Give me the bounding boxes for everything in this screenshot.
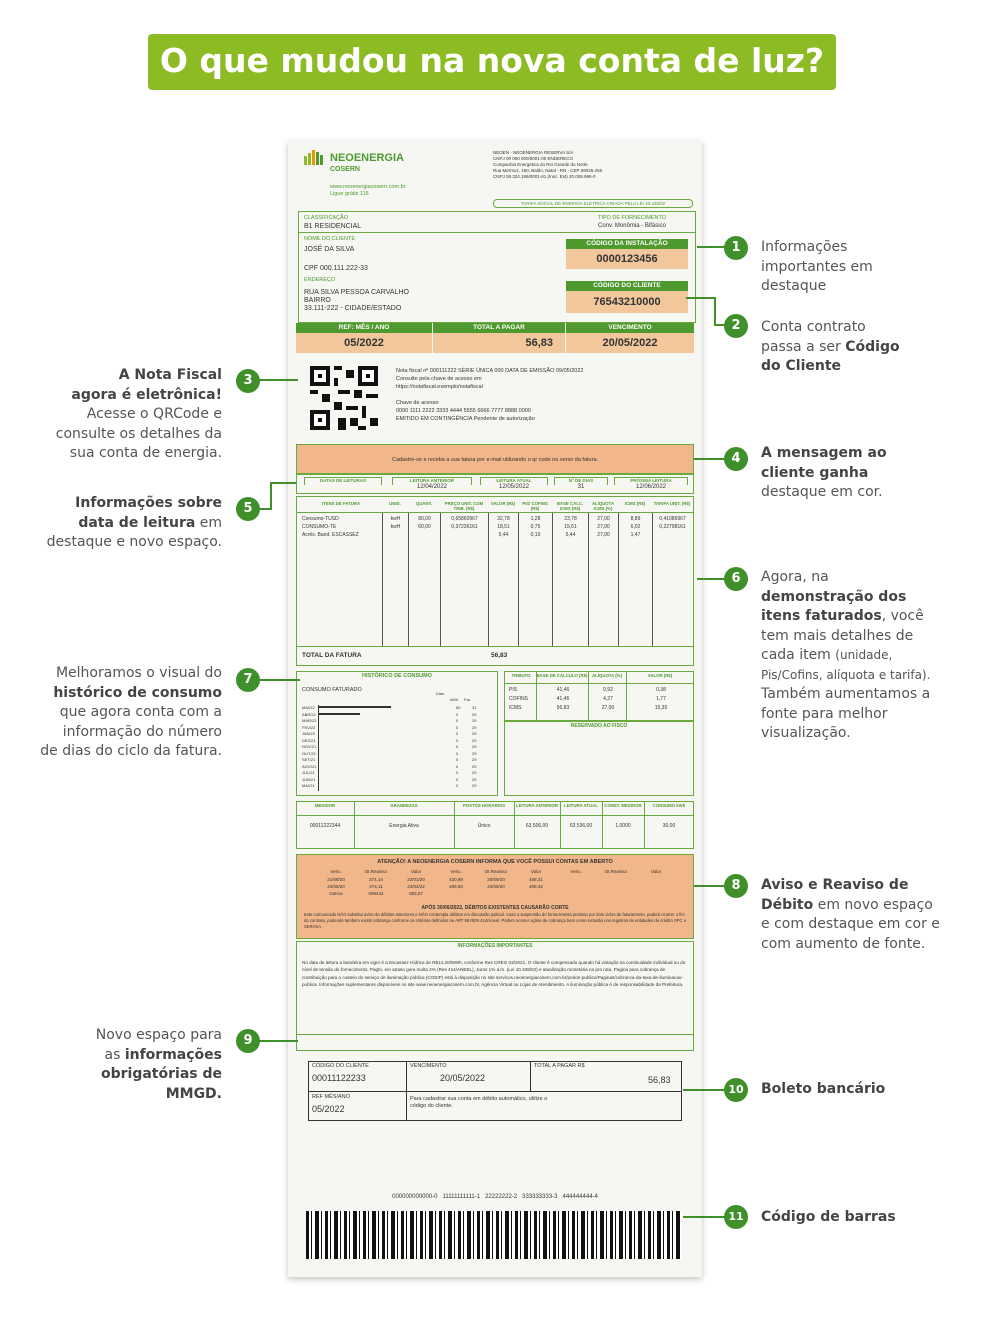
itens-header: ALÍQUOTA ICMS (%) bbox=[591, 501, 615, 511]
itens-header: BASE CALC. ICMS (R$) bbox=[556, 501, 584, 511]
consumo-faturado: CONSUMO FATURADO bbox=[302, 687, 362, 693]
total-fatura-label: TOTAL DA FATURA bbox=[302, 652, 362, 659]
marker-9: 9 bbox=[236, 1029, 260, 1053]
classificacao-label: CLASSIFICAÇÃO bbox=[304, 215, 349, 221]
tipo-fornecimento: Conv. Monômia - Bifásico bbox=[598, 223, 666, 229]
aviso-cell: 408,32 bbox=[529, 884, 543, 889]
medidor-value: 1,0000 bbox=[615, 823, 631, 829]
classificacao: B1 RESIDENCIAL bbox=[304, 223, 362, 230]
leitura-value: 12/06/2022 bbox=[635, 484, 667, 490]
aviso-cell: 993,67 bbox=[409, 891, 423, 896]
hist-month: MAI/21 bbox=[302, 783, 315, 788]
aviso-header: Dt.Reaviso bbox=[484, 869, 507, 874]
hist-month: AGO/21 bbox=[302, 763, 317, 769]
endereco: RUA SILVA PESSOA CARVALHO BAIRRO 33.111-222 - CIDADE/ESTADO bbox=[304, 289, 409, 312]
itens-cell: 0,41086967 bbox=[659, 516, 686, 522]
itens-col-line bbox=[440, 512, 441, 646]
itens-col-line bbox=[518, 512, 519, 646]
hist-kwh: 0 bbox=[456, 724, 459, 730]
itens-cell: 0,19 bbox=[530, 532, 541, 538]
medidor-header: LEITURA ATUAL bbox=[564, 803, 598, 808]
aviso-cell: 23/09/20 bbox=[487, 884, 505, 889]
boleto-ref-label: REF MÊS/ANO bbox=[312, 1094, 350, 1100]
itens-cell: CONSUMO-TE bbox=[302, 524, 337, 530]
hist-days: 31 bbox=[472, 705, 477, 710]
itens-cell: 8,89 bbox=[630, 516, 641, 522]
hist-days: 29 bbox=[472, 711, 477, 717]
itens-cell: 18,51 bbox=[497, 524, 510, 530]
boleto-ref: 05/2022 bbox=[312, 1104, 345, 1114]
total-fatura: 56,83 bbox=[491, 652, 508, 659]
itens-cell: 1,47 bbox=[630, 532, 641, 538]
connector-1 bbox=[697, 246, 727, 248]
itens-cell: 27,00 bbox=[597, 516, 610, 522]
tributo-cell: PIS bbox=[509, 687, 518, 693]
connector-11 bbox=[683, 1216, 727, 1218]
tributo-cell: 0,38 bbox=[656, 687, 666, 693]
tributos-table bbox=[504, 671, 694, 721]
aviso-cell: 474,11 bbox=[369, 884, 383, 889]
divider bbox=[298, 232, 696, 233]
hist-month: OUT/21 bbox=[302, 750, 317, 756]
hist-month: FEV/22 bbox=[302, 724, 316, 730]
annotation-9: Novo espaço para as informações obrigatórias de MMGD. bbox=[95, 1027, 222, 1102]
leitura-value: 31 bbox=[577, 484, 585, 490]
connector-3 bbox=[258, 379, 298, 381]
itens-cell: Acrés. Band. ESCASSEZ bbox=[302, 532, 359, 538]
itens-cell: 15,61 bbox=[564, 524, 577, 530]
tributo-cell: 41,46 bbox=[556, 687, 570, 693]
medidor-col-line bbox=[644, 801, 645, 849]
leitura-header: LEITURA ANTERIOR bbox=[392, 477, 472, 485]
marker-6: 6 bbox=[724, 567, 748, 591]
cpf: CPF 000.111.222-33 bbox=[304, 265, 368, 272]
itens-cell: 27,00 bbox=[597, 532, 610, 538]
hist-days: 29 bbox=[472, 783, 477, 788]
endereco-label: ENDEREÇO bbox=[304, 277, 336, 283]
itens-col-line bbox=[488, 512, 489, 646]
aviso-cell: 374,14 bbox=[369, 877, 383, 882]
hist-days: 29 bbox=[472, 757, 477, 762]
medidor-col-line bbox=[602, 801, 603, 849]
tipo-fornecimento-label: TIPO DE FORNECIMENTO bbox=[598, 215, 667, 221]
site: www.neoenergiacosern.com.br bbox=[330, 184, 406, 190]
itens-cell: Consumo-TUSD bbox=[302, 516, 339, 522]
hist-days: 29 bbox=[472, 750, 477, 756]
codigo-instalacao: 0000123456 bbox=[566, 249, 688, 269]
boleto-cod-label: CÓDIGO DO CLIENTE bbox=[312, 1063, 369, 1069]
leitura-header: PRÓXIMA LEITURA bbox=[614, 477, 688, 485]
medidor-header-line bbox=[296, 815, 694, 816]
customer-message bbox=[296, 444, 694, 474]
tributo-header: TRIBUTO bbox=[511, 673, 531, 678]
hist-days: 29 bbox=[472, 770, 477, 775]
itens-cell: 32,78 bbox=[497, 516, 510, 522]
nota-fiscal: Nota fiscal nº 000111222 SÉRIE ÚNICA 000 DATA DE EMISSÃO 09/05/2022 Consulte pela chave de acesso em https://notafiscal.exemplo/notafiscal Chave de acesso 0000 1111 2222 3333 4444 5555 6666 7777 8888 0000 EMITIDO EM CONTINGÊNCIA Pendente de autorização bbox=[396, 368, 584, 422]
itens-footer-line bbox=[296, 646, 694, 647]
annotation-7: Melhoramos o visual do histórico de consumo que agora conta com a informação do número de dias do ciclo da fatura. bbox=[40, 665, 222, 759]
brand-name: NEOENERGIA bbox=[330, 152, 404, 164]
marker-11: 11 bbox=[724, 1205, 748, 1229]
medidor-col-line bbox=[454, 801, 455, 849]
itens-header-line bbox=[296, 512, 694, 513]
hist-bar bbox=[319, 713, 360, 715]
leitura-header: LEITURA ATUAL bbox=[480, 477, 548, 485]
itens-cell: kwH bbox=[390, 516, 401, 522]
aviso-cell: 430,98 bbox=[449, 877, 463, 882]
neoenergia-logo-icon bbox=[304, 149, 326, 165]
hist-kwh: 0 bbox=[456, 757, 459, 762]
ref-label: REF: MÊS / ANO bbox=[296, 323, 432, 333]
hist-month: SET/21 bbox=[302, 757, 316, 762]
hist-kwh: 0 bbox=[456, 763, 459, 769]
total-value: 56,83 bbox=[433, 333, 565, 353]
aviso-header: Valor bbox=[650, 869, 662, 874]
medidor-value: 63.506,00 bbox=[525, 823, 549, 829]
hist-days: 29 bbox=[472, 744, 477, 749]
itens-col-line bbox=[588, 512, 589, 646]
page-title: O que mudou na nova conta de luz? bbox=[148, 34, 836, 90]
itens-col-line bbox=[382, 512, 383, 646]
itens-cell: 5,44 bbox=[565, 532, 576, 538]
hist-days: 29 bbox=[472, 731, 477, 736]
medidor-header: POSTOS HORÁRIOS bbox=[462, 803, 506, 808]
nome-label: NOME DO CLIENTE bbox=[304, 236, 356, 242]
connector-2b bbox=[714, 297, 716, 325]
marker-3: 3 bbox=[236, 369, 260, 393]
aviso-cell: 408,31 bbox=[529, 877, 543, 882]
historico-label: HISTÓRICO DE CONSUMO bbox=[362, 673, 432, 679]
hist-kwh: 80 bbox=[456, 705, 461, 710]
medidor-value: 30,00 bbox=[662, 823, 676, 829]
marker-8: 8 bbox=[724, 874, 748, 898]
hist-month: JUN/21 bbox=[302, 776, 316, 782]
tarifa-social: TARIFA SOCIAL DE ENERGIA ELÉTRICA CRIADA PELA LEI 10.438/02 bbox=[493, 199, 693, 208]
customer-message-text: Cadastre-se e receba a sua fatura por e-mail utilizando o qr code no verso da fatura. bbox=[391, 457, 599, 463]
medidor-header: GRANDEZAS bbox=[390, 803, 418, 808]
reservado-fisco: RESERVADO AO FISCO bbox=[570, 723, 628, 729]
itens-cell: 80,00 bbox=[418, 516, 431, 522]
tributo-col-line bbox=[536, 671, 537, 721]
boleto-h bbox=[308, 1091, 682, 1092]
hist-kwh: 0 bbox=[456, 731, 459, 736]
info-title: INFORMAÇÕES IMPORTANTES bbox=[457, 943, 533, 949]
boleto-total-label: TOTAL A PAGAR R$ bbox=[534, 1063, 585, 1069]
barcode-number: 000000000000-0 11111111111-1 22222222-2 333333333-3 444444444-4 bbox=[392, 1194, 598, 1200]
boleto-total: 56,83 bbox=[648, 1075, 671, 1085]
hist-kwh: 0 bbox=[456, 770, 459, 775]
aviso-header: Dt.Reaviso bbox=[364, 869, 387, 874]
medidor-value: 63.536,00 bbox=[569, 823, 593, 829]
itens-cell: 6,02 bbox=[630, 524, 641, 530]
itens-col-line bbox=[652, 512, 653, 646]
annotation-5: Informações sobre data de leitura em destaque e novo espaço. bbox=[46, 495, 222, 550]
ref-value: 05/2022 bbox=[296, 333, 432, 353]
tributo-col-line bbox=[588, 671, 589, 721]
annotation-1: Informações importantes em destaque bbox=[761, 239, 873, 294]
itens-header: ICMS (R$) bbox=[624, 501, 646, 506]
venc-label: VENCIMENTO bbox=[566, 323, 694, 333]
hist-kwh: 0 bbox=[456, 737, 459, 743]
annotation-11: Código de barras bbox=[761, 1209, 896, 1225]
marker-10: 10 bbox=[724, 1078, 748, 1102]
leitura-value: 12/04/2022 bbox=[416, 484, 448, 490]
annotation-6: Agora, na demonstração dos itens faturados, você tem mais detalhes de cada item (unidade, Pis/Cofins, alíquota e tarifa). Também aumentamos a fonte para melhor visualização. bbox=[761, 569, 931, 741]
medidor-header: LEITURA ANTERIOR bbox=[516, 803, 558, 808]
medidor-value: Energia Ativa bbox=[389, 823, 419, 829]
tributo-cell: 4,27 bbox=[603, 696, 613, 702]
aviso-title: ATENÇÃO! A NEOENERGIA COSERN INFORMA QUE VOCÊ POSSUI CONTAS EM ABERTO bbox=[377, 859, 613, 865]
hist-days: 29 bbox=[472, 776, 477, 782]
medidor-value: Único bbox=[477, 823, 491, 829]
reservado-box bbox=[504, 721, 694, 796]
hist-kwh: 0 bbox=[456, 783, 459, 788]
medidor-header: MEDIDOR bbox=[314, 803, 336, 808]
itens-cell: 0,65860967 bbox=[451, 516, 478, 522]
marker-2: 2 bbox=[724, 314, 748, 338]
info-text: No data de leitura a bandeira em vigor é a Escassez Hídrica de R$14,20/MWh, conforme Res CREG 03/2021. O cliente é compensado quando há violação na continuidade individual ou do nível de tensão de fornecimento. Pagto. em atraso gera multa 2% (Res 414/ANEEL), Juros 1% a.m. (Lei 10.438/02) e atualização monetária no pro rata. Pagina para cobrança de contribuição para o custeio do serviço de iluminação pública (COSIP) está à disposição no site servicos.neoenergiacosern.com.br/pedon-publico/Paginas/cobranca-da-taxa-de-iluminacao-publica. Informações suplementares disponíveis no site www.neoenergiacosern.com.br, Agência Virtual ou Lojas de Atendimento. A iluminação pública é de responsabilidade da Prefeitura. bbox=[302, 960, 686, 988]
tributo-cell: 41,46 bbox=[556, 696, 570, 702]
medidor-value: 00011222344 bbox=[309, 823, 341, 829]
tributo-header: ALÍQUOTA (%) bbox=[592, 673, 622, 678]
tributo-cell: 15,35 bbox=[654, 705, 668, 711]
itens-header: UNID. bbox=[389, 501, 401, 506]
hist-month: NOV/21 bbox=[302, 744, 317, 749]
tributo-cell: 56,83 bbox=[556, 705, 570, 711]
hist-month: MAI/22 bbox=[302, 705, 315, 710]
total-label: TOTAL A PAGAR bbox=[433, 323, 565, 333]
boleto-venc: 20/05/2022 bbox=[440, 1073, 486, 1083]
leitura-dates bbox=[298, 475, 692, 493]
aviso-cell: 23/08/20 bbox=[327, 884, 345, 889]
aviso-header: Valor bbox=[530, 869, 542, 874]
itens-cell: 1,28 bbox=[530, 516, 541, 522]
hist-axis-y bbox=[318, 705, 319, 791]
itens-cell: 0,22798161 bbox=[659, 524, 686, 530]
connector-10 bbox=[683, 1089, 727, 1091]
medidor-col-line bbox=[354, 801, 355, 849]
tributo-cell: ICMS bbox=[509, 705, 522, 711]
annotation-4: A mensagem ao cliente ganha destaque em cor. bbox=[761, 445, 887, 500]
hist-days: 29 bbox=[472, 724, 477, 730]
aviso-table bbox=[316, 869, 674, 905]
mmgd-divider bbox=[296, 1034, 694, 1035]
hist-kwh: 0 bbox=[456, 776, 459, 782]
aviso-cell: 099444 bbox=[368, 891, 384, 896]
hist-kwh: 0 bbox=[456, 711, 459, 717]
aviso-header: Venc. bbox=[570, 869, 582, 874]
itens-header: TARIFA UNIT. (R$) bbox=[653, 501, 691, 506]
aviso-cell: 22/01/20 bbox=[407, 877, 425, 882]
itens-header: QUANT. bbox=[416, 501, 432, 506]
barcode[interactable] bbox=[306, 1211, 682, 1259]
aviso-cell: 20/09/20 bbox=[487, 877, 505, 882]
itens-cell: 0,37236161 bbox=[451, 524, 478, 530]
venc-value: 20/05/2022 bbox=[566, 333, 694, 353]
sub-brand: COSERN bbox=[330, 166, 360, 173]
itens-cell: 0,75 bbox=[530, 524, 541, 530]
connector-5b bbox=[270, 482, 272, 510]
medidor-table bbox=[296, 801, 694, 849]
aviso-cell: Outros bbox=[329, 891, 343, 896]
boleto-v2 bbox=[530, 1061, 531, 1091]
medidor-header: CONSUMO kWh bbox=[652, 803, 686, 808]
boleto-venc-label: VENCIMENTO bbox=[410, 1063, 447, 1069]
hist-days: 29 bbox=[472, 718, 477, 723]
itens-cell: kwH bbox=[390, 524, 401, 530]
tributo-cell: COFINS bbox=[509, 696, 528, 702]
itens-cell: 23,78 bbox=[564, 516, 577, 522]
qr-code-icon[interactable] bbox=[310, 366, 378, 430]
hist-month: MAR/22 bbox=[302, 718, 317, 723]
marker-5: 5 bbox=[236, 497, 260, 521]
hist-col-header: Dias bbox=[436, 691, 445, 696]
itens-col-line bbox=[618, 512, 619, 646]
connector-6 bbox=[697, 578, 727, 580]
boleto-msg: Para cadastrar sua conta em débito automático, utilize o código do cliente. bbox=[410, 1096, 548, 1109]
annotation-3: A Nota Fiscal agora é eletrônica! Acesse o QRCode e consulte os detalhes da sua conta de energia. bbox=[55, 367, 222, 461]
itens-col-line bbox=[408, 512, 409, 646]
medidor-header: CONST. MEDIDOR bbox=[604, 803, 642, 808]
aviso-cell: 21/08/20 bbox=[327, 877, 345, 882]
tributo-cell: 1,77 bbox=[656, 696, 666, 702]
connector-4 bbox=[694, 458, 728, 460]
hist-month: ABR/22 bbox=[302, 711, 316, 717]
itens-header: VALOR (R$) bbox=[490, 501, 516, 506]
hist-kwh: 0 bbox=[456, 750, 459, 756]
aviso-header: Valor bbox=[410, 869, 422, 874]
leitura-value: 12/05/2022 bbox=[498, 484, 530, 490]
hist-bar bbox=[319, 706, 391, 708]
connector-8 bbox=[694, 885, 728, 887]
hist-month: DEZ/21 bbox=[302, 737, 316, 743]
annotation-8: Aviso e Reaviso de Débito em novo espaço e com destaque em cor e com aumento de fonte. bbox=[761, 877, 940, 952]
hist-month: JAN/22 bbox=[302, 731, 316, 736]
itens-header: PREÇO UNIT. COM TRIB. (R$) bbox=[444, 501, 484, 511]
connector-9 bbox=[258, 1040, 298, 1042]
medidor-col-line bbox=[514, 801, 515, 849]
connector-7 bbox=[258, 679, 300, 681]
hist-days: 29 bbox=[472, 737, 477, 743]
itens-cell: 27,00 bbox=[597, 524, 610, 530]
marker-1: 1 bbox=[724, 236, 748, 260]
itens-cell: 60,00 bbox=[418, 524, 431, 530]
codigo-cliente: 76543210000 bbox=[566, 291, 688, 313]
phone: Ligue grátis 116 bbox=[330, 191, 369, 197]
itens-header: ITENS DE FATURA bbox=[321, 501, 361, 506]
tributo-header: VALOR (R$) bbox=[647, 673, 673, 678]
boleto-cod: 00011122233 bbox=[312, 1073, 366, 1083]
aviso-text: Este comunicado NÃO substitui aviso de débitos anteriores e NÃO contempla débitos em discussão judicial. Caso a suspensão do fornecimento persista por dois ciclos de faturamento, poderá ocorrer o fim do contrato, podendo também existir cobrança conforme os critérios definidos na ART 86 REN 414/Aneel. Podem ocorrer ações de cobrança bem como inclusão nos registros de entidades de crédito SPC e SERASA. bbox=[304, 912, 687, 929]
aviso-header: Dt.Reaviso bbox=[604, 869, 627, 874]
hist-kwh: 0 bbox=[456, 718, 459, 723]
tributo-cell: 0,92 bbox=[603, 687, 613, 693]
itens-header: PIS/ COFINS (R$) bbox=[522, 501, 548, 511]
hist-days: 29 bbox=[472, 763, 477, 769]
aviso-header: Venc. bbox=[330, 869, 342, 874]
connector-5c bbox=[270, 482, 296, 484]
itens-content bbox=[296, 496, 694, 666]
codigo-cliente-label: CÓDIGO DO CLIENTE bbox=[566, 281, 688, 291]
codigo-instalacao-label: CÓDIGO DA INSTALAÇÃO bbox=[566, 239, 688, 249]
tributo-header: BASE DE CÁLCULO (R$) bbox=[536, 673, 588, 678]
nome: JOSÉ DA SILVA bbox=[304, 246, 355, 253]
hist-month: JUL/21 bbox=[302, 770, 315, 775]
tributo-header-line bbox=[504, 683, 694, 684]
leitura-header: DATAS DE LEITURAS bbox=[304, 477, 382, 485]
itens-cell: 5,44 bbox=[498, 532, 509, 538]
aviso-cell: 23/04/22 bbox=[407, 884, 425, 889]
itens-col-line bbox=[552, 512, 553, 646]
electricity-bill bbox=[288, 141, 702, 1277]
aviso-header: Venc. bbox=[450, 869, 462, 874]
company-info: NEOEN - NEOENERGIA RESERVA S/A CNPJ 00 000 000/0001-00 ENDERECO Companhia Energética do Rio Grande do Norte Rua Mermoz, 150, Baldo, Natal - RN - CEP 59025-250 CNPJ 08.324.196/0001-81 (Insc. Est) 20.009.996-0 bbox=[493, 150, 603, 179]
marker-7: 7 bbox=[236, 668, 260, 692]
hist-col-header: kWh bbox=[450, 697, 458, 702]
historico-chart bbox=[296, 681, 498, 793]
aviso-cell: 408,58 bbox=[449, 884, 463, 889]
marker-4: 4 bbox=[724, 447, 748, 471]
hist-col-header: Fat. bbox=[464, 697, 471, 702]
aviso-subtitle: APÓS 30/06/2022, DÉBITOS EXISTENTES CAUSARÃO CORTE bbox=[421, 905, 569, 911]
medidor-col-line bbox=[560, 801, 561, 849]
annotation-10: Boleto bancário bbox=[761, 1081, 886, 1097]
tributo-cell: 27,00 bbox=[601, 705, 615, 711]
tributo-col-line bbox=[626, 671, 627, 721]
connector-2a bbox=[686, 297, 716, 299]
leitura-header: Nº DE DIAS bbox=[554, 477, 608, 485]
annotation-2: Conta contrato passa a ser Código do Cliente bbox=[761, 319, 900, 374]
hist-kwh: 0 bbox=[456, 744, 459, 749]
